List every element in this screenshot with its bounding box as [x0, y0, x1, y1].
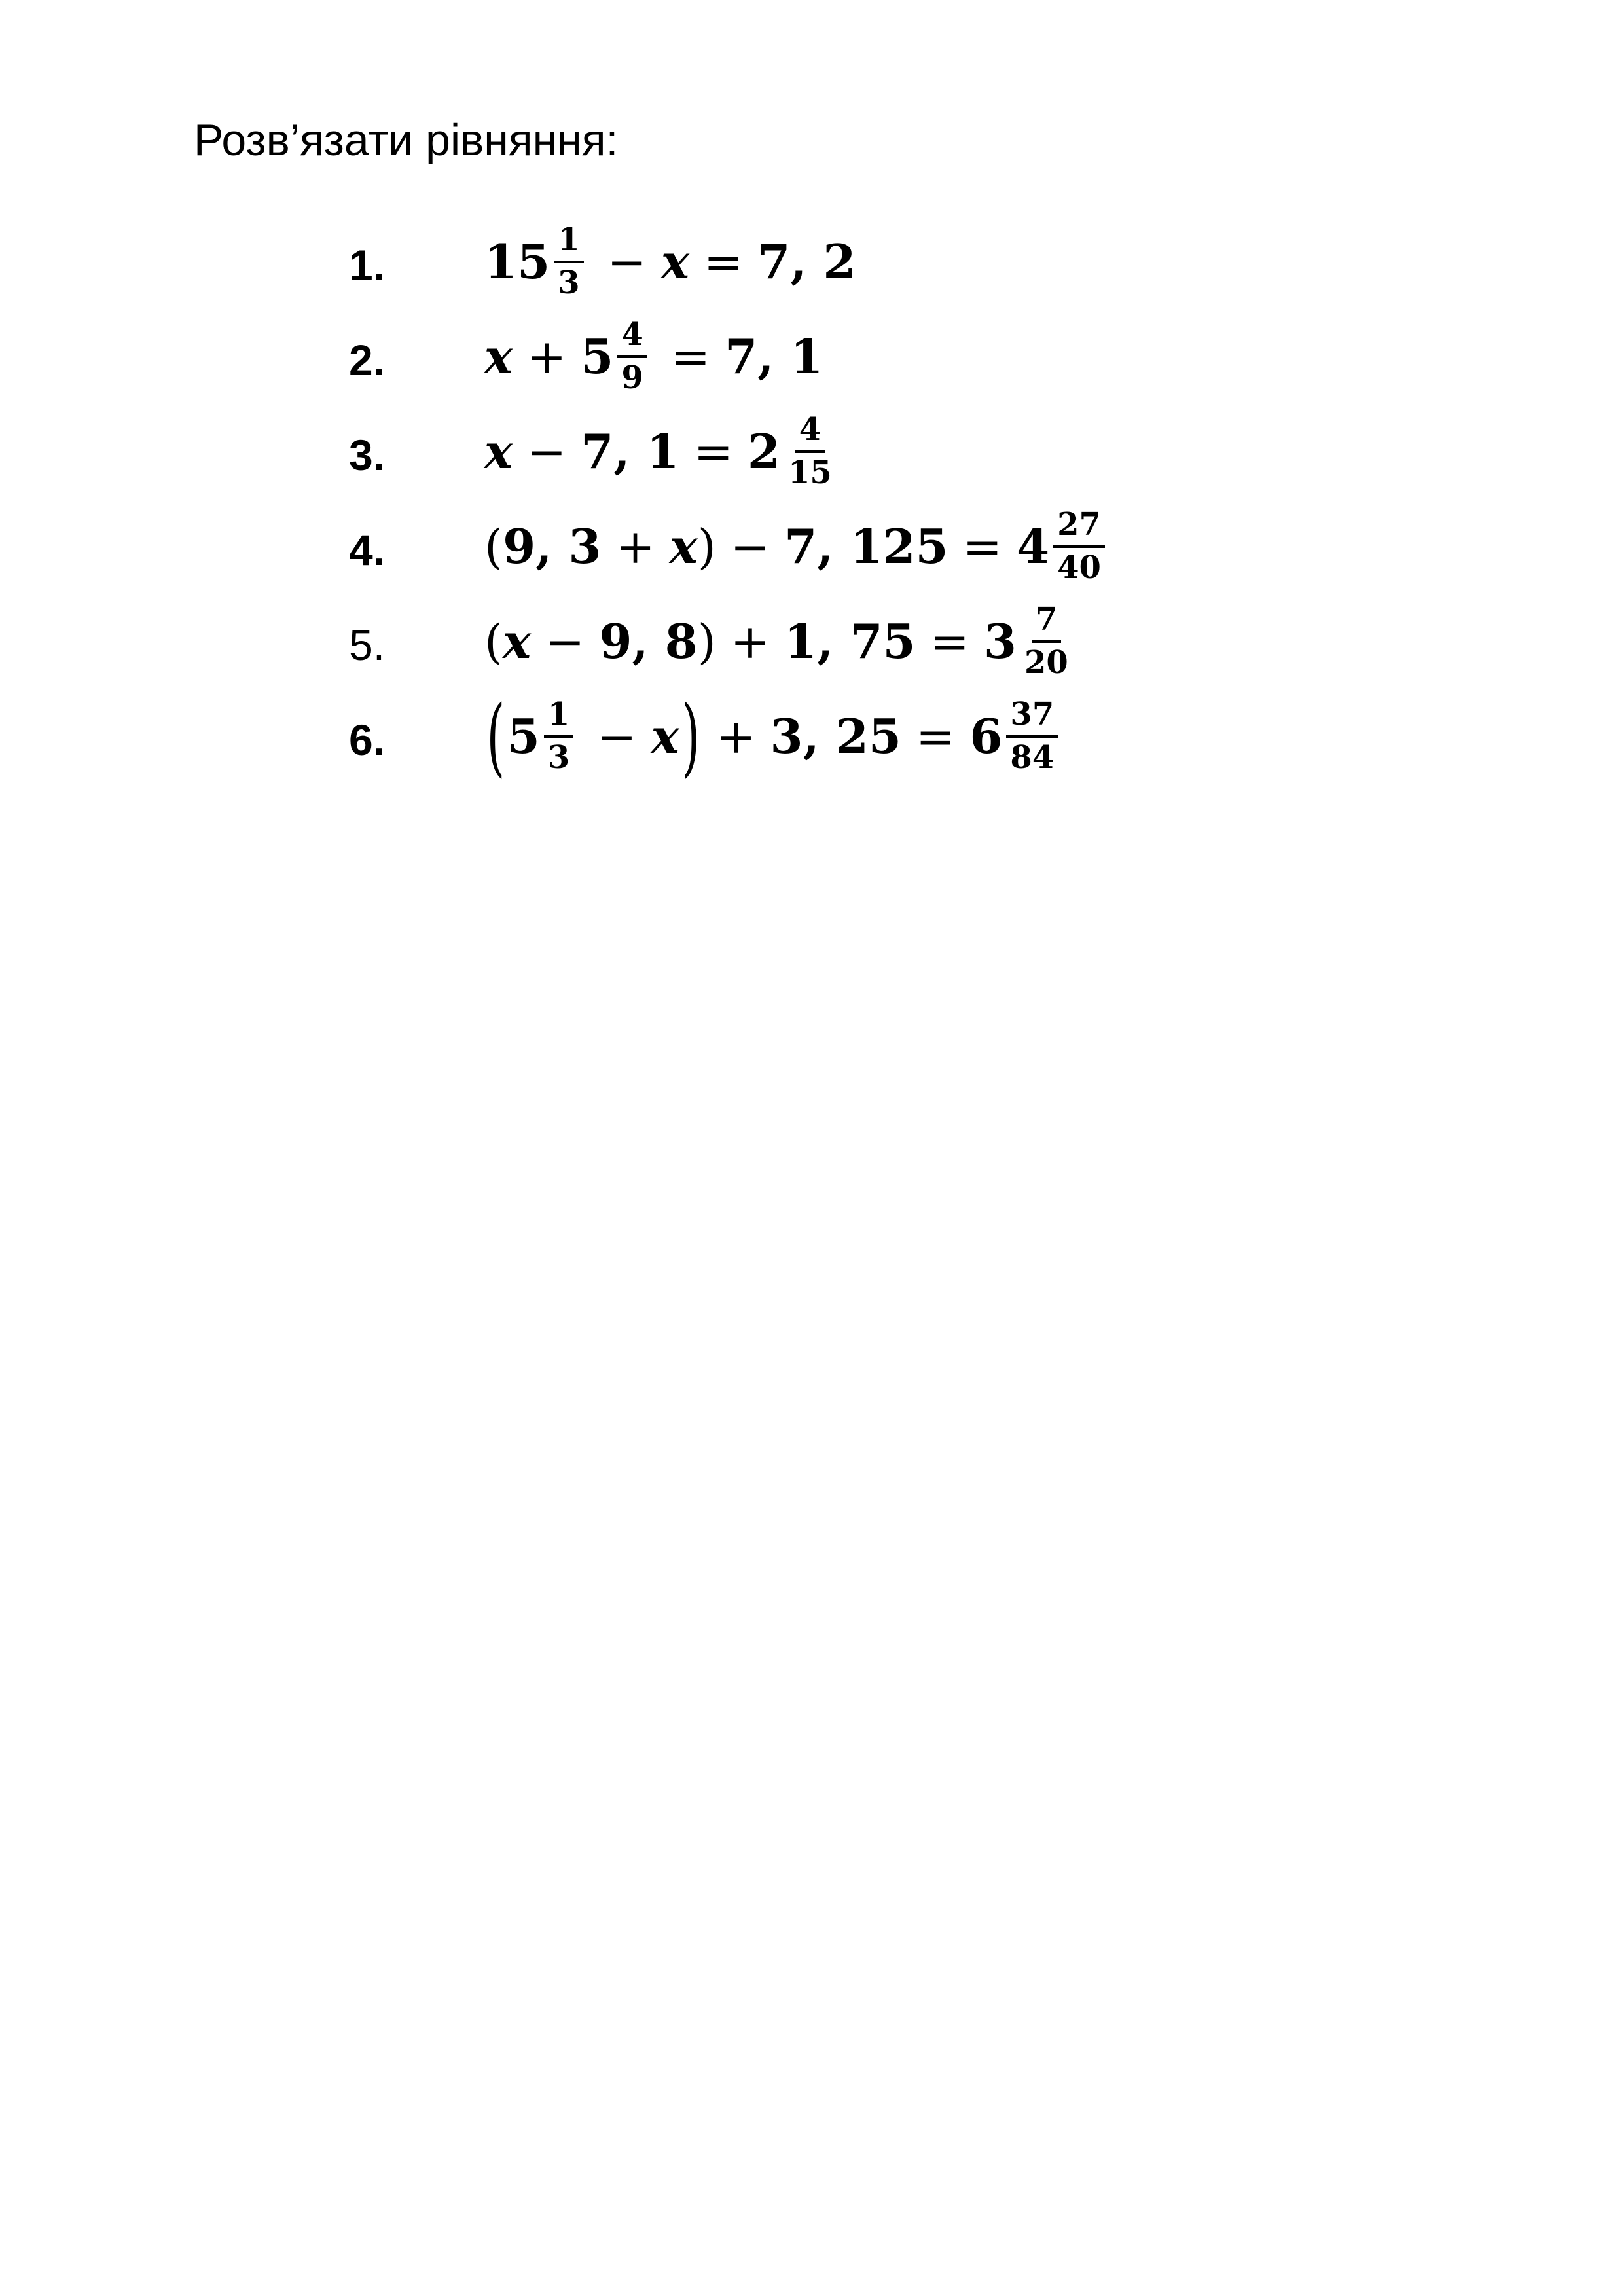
denominator: 15: [788, 454, 832, 491]
whole-part: 5: [581, 329, 614, 384]
denominator: 40: [1057, 549, 1101, 586]
decimal-value: 7, 125: [784, 519, 948, 574]
decimal-value: 7, 1: [581, 424, 679, 479]
right-paren: ): [697, 614, 716, 669]
minus-sign: −: [526, 424, 567, 479]
decimal-value: 9, 3: [503, 519, 602, 574]
variable-x: x: [503, 613, 532, 669]
equation: [484, 406, 845, 498]
variable-x: x: [484, 329, 513, 384]
numerator: 1: [544, 697, 573, 738]
minus-sign: −: [597, 709, 637, 764]
decimal-value: 1, 75: [784, 613, 916, 669]
large-right-paren: ): [681, 687, 700, 786]
equation: [484, 687, 1067, 786]
equation-row-1: [0, 216, 1624, 308]
equation-row-5: [0, 596, 1624, 687]
equals-sign: =: [703, 234, 744, 289]
equals-sign: =: [693, 424, 733, 479]
whole-part: 2: [747, 424, 781, 479]
equation-row-4: [0, 501, 1624, 592]
equation-row-6: [0, 687, 1624, 786]
whole-part: 3: [983, 613, 1017, 669]
plus-sign: +: [716, 709, 756, 764]
equals-sign: =: [670, 329, 711, 384]
numerator: 4: [617, 318, 647, 358]
equation-row-3: [0, 406, 1624, 498]
numerator: 37: [1006, 697, 1058, 738]
large-left-paren: (: [486, 687, 505, 786]
left-paren: (: [484, 519, 503, 574]
whole-part: 6: [969, 708, 1003, 764]
decimal-value: 9, 8: [599, 613, 698, 669]
right-side-value: 7, 2: [757, 234, 856, 289]
equation-number: 2.: [349, 336, 386, 384]
denominator: 84: [1010, 739, 1055, 776]
minus-sign: −: [730, 519, 770, 574]
minus-sign: −: [545, 614, 585, 669]
denominator: 3: [547, 739, 570, 776]
plus-sign: +: [526, 329, 567, 384]
plus-sign: +: [615, 519, 655, 574]
equals-sign: =: [962, 519, 1002, 574]
equation-number: 4.: [349, 526, 386, 574]
fraction: [544, 697, 573, 776]
variable-x: x: [651, 708, 679, 764]
page-heading: Розв’язати рівняння:: [194, 115, 619, 165]
fraction: [617, 318, 647, 396]
denominator: 20: [1024, 644, 1068, 681]
numerator: 1: [554, 223, 583, 263]
numerator: 7: [1032, 602, 1061, 643]
variable-x: x: [484, 424, 513, 479]
right-paren: ): [697, 519, 716, 574]
equation: [484, 216, 856, 308]
denominator: 3: [558, 264, 580, 301]
left-paren: (: [484, 614, 503, 669]
whole-part: 4: [1016, 519, 1050, 574]
whole-part: 5: [507, 708, 540, 764]
minus-sign: −: [607, 234, 647, 289]
variable-x: x: [669, 519, 698, 574]
equation-number: 1.: [349, 241, 386, 289]
equation-number: 5.: [349, 621, 386, 669]
fraction: [1020, 602, 1072, 681]
numerator: 27: [1053, 507, 1105, 548]
plus-sign: +: [730, 614, 770, 669]
equation: [484, 311, 823, 403]
decimal-value: 3, 25: [770, 708, 901, 764]
variable-x: x: [660, 234, 689, 289]
equation-number: 3.: [349, 431, 386, 479]
fraction: [1006, 697, 1058, 776]
equation: [484, 501, 1114, 592]
equation-number: 6.: [349, 716, 386, 764]
equation: [484, 596, 1081, 687]
fraction: [784, 412, 836, 491]
equals-sign: =: [929, 614, 969, 669]
fraction: [554, 223, 583, 301]
whole-part: 15: [484, 234, 550, 289]
equals-sign: =: [915, 709, 956, 764]
right-side-value: 7, 1: [725, 329, 823, 384]
denominator: 9: [621, 359, 643, 396]
fraction: [1053, 507, 1105, 586]
equation-row-2: [0, 311, 1624, 403]
numerator: 4: [795, 412, 825, 453]
